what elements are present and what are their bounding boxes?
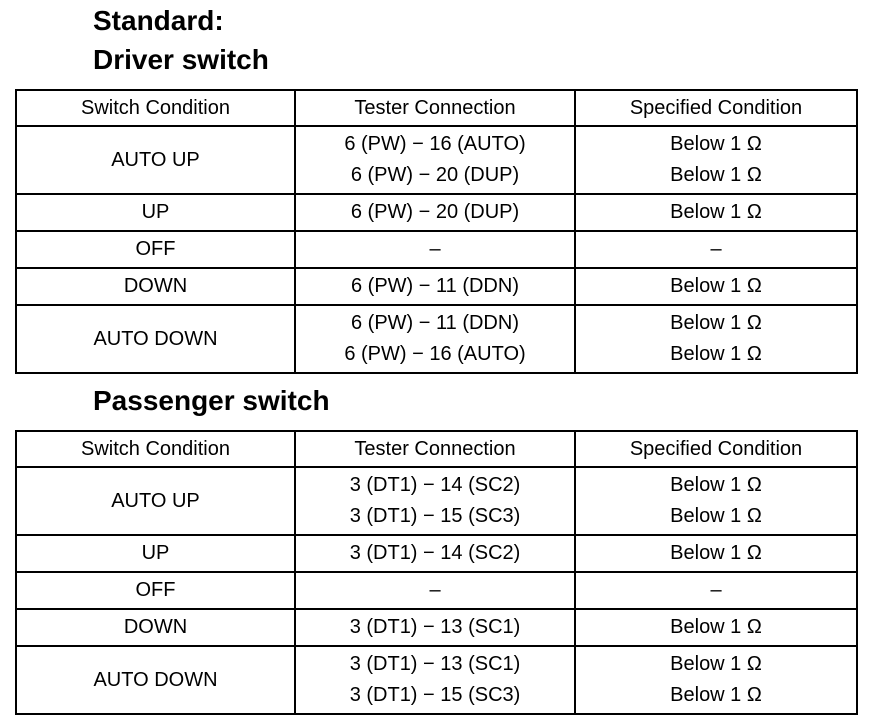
specified-condition-value: Below 1 Ω: [670, 684, 762, 706]
specified-condition-cell: [575, 572, 857, 609]
column-header-specified-condition: Specified Condition: [575, 90, 857, 126]
column-header-switch-condition: Switch Condition: [16, 431, 295, 467]
specified-condition-value: Below 1 Ω: [670, 616, 762, 638]
specified-condition-value: –: [710, 579, 722, 601]
driver-table-body: [16, 126, 857, 373]
table-row: [16, 231, 857, 268]
specified-condition-cell: [575, 535, 857, 572]
specified-condition-cell: [575, 305, 857, 373]
switch-condition-cell: DOWN: [16, 609, 295, 646]
switch-condition-cell: AUTO DOWN: [16, 646, 295, 714]
driver-switch-table: [15, 89, 858, 374]
driver-switch-heading: Driver switch: [93, 44, 269, 75]
table-row: [16, 646, 857, 714]
table-row: [16, 268, 857, 305]
specified-condition-cell: [575, 231, 857, 268]
specified-condition-cell: [575, 268, 857, 305]
passenger-switch-table: [15, 430, 858, 715]
switch-condition-cell: UP: [16, 194, 295, 231]
switch-condition-cell: UP: [16, 535, 295, 572]
table-row: [16, 467, 857, 535]
switch-condition-cell: OFF: [16, 231, 295, 268]
passenger-switch-heading: Passenger switch: [93, 385, 330, 416]
tester-connection-cell: [295, 535, 575, 572]
table-row: [16, 535, 857, 572]
tester-connection-value: 6 (PW) − 11 (DDN): [351, 312, 519, 334]
specified-condition-value: Below 1 Ω: [670, 201, 762, 223]
tester-connection-value: 3 (DT1) − 15 (SC3): [349, 684, 521, 706]
switch-condition-cell: OFF: [16, 572, 295, 609]
passenger-table-body: [16, 467, 857, 714]
tester-connection-value: 3 (DT1) − 14 (SC2): [349, 542, 521, 564]
specified-condition-value: Below 1 Ω: [670, 133, 762, 155]
tester-connection-cell: [295, 194, 575, 231]
switch-condition-cell: AUTO UP: [16, 126, 295, 194]
specified-condition-cell: [575, 194, 857, 231]
table-row: [16, 572, 857, 609]
tester-connection-value: 6 (PW) − 20 (DUP): [350, 164, 520, 186]
table-row: [16, 126, 857, 194]
tester-connection-cell: [295, 268, 575, 305]
switch-condition-cell: DOWN: [16, 268, 295, 305]
tester-connection-cell: [295, 467, 575, 535]
specified-condition-value: Below 1 Ω: [670, 474, 762, 496]
specified-condition-cell: [575, 646, 857, 714]
switch-condition-cell: AUTO UP: [16, 467, 295, 535]
table-header-row: [16, 431, 857, 467]
tester-connection-value: 6 (PW) − 11 (DDN): [351, 275, 519, 297]
specified-condition-value: Below 1 Ω: [670, 164, 762, 186]
tester-connection-value: 3 (DT1) − 13 (SC1): [349, 653, 521, 675]
table-row: [16, 305, 857, 373]
tester-connection-value: –: [429, 238, 441, 260]
specified-condition-value: Below 1 Ω: [670, 653, 762, 675]
tester-connection-cell: [295, 126, 575, 194]
tester-connection-cell: [295, 572, 575, 609]
table-header-row: [16, 90, 857, 126]
specified-condition-value: –: [710, 238, 722, 260]
tester-connection-value: 6 (PW) − 16 (AUTO): [344, 343, 526, 365]
column-header-switch-condition: Switch Condition: [16, 90, 295, 126]
standard-heading: Standard:: [93, 5, 224, 36]
tester-connection-value: 3 (DT1) − 15 (SC3): [349, 505, 521, 527]
tester-connection-cell: [295, 646, 575, 714]
column-header-tester-connection: Tester Connection: [295, 90, 575, 126]
tester-connection-value: –: [429, 579, 441, 601]
specified-condition-value: Below 1 Ω: [670, 542, 762, 564]
specified-condition-cell: [575, 467, 857, 535]
tester-connection-value: 6 (PW) − 16 (AUTO): [344, 133, 526, 155]
specified-condition-cell: [575, 126, 857, 194]
tester-connection-value: 6 (PW) − 20 (DUP): [350, 201, 520, 223]
specified-condition-value: Below 1 Ω: [670, 312, 762, 334]
tester-connection-cell: [295, 305, 575, 373]
table-row: [16, 609, 857, 646]
tester-connection-value: 3 (DT1) − 13 (SC1): [349, 616, 521, 638]
specified-condition-value: Below 1 Ω: [670, 275, 762, 297]
specified-condition-value: Below 1 Ω: [670, 343, 762, 365]
tester-connection-cell: [295, 609, 575, 646]
specified-condition-value: Below 1 Ω: [670, 505, 762, 527]
column-header-tester-connection: Tester Connection: [295, 431, 575, 467]
tester-connection-value: 3 (DT1) − 14 (SC2): [349, 474, 521, 496]
tester-connection-cell: [295, 231, 575, 268]
switch-condition-cell: AUTO DOWN: [16, 305, 295, 373]
table-row: [16, 194, 857, 231]
column-header-specified-condition: Specified Condition: [575, 431, 857, 467]
specified-condition-cell: [575, 609, 857, 646]
